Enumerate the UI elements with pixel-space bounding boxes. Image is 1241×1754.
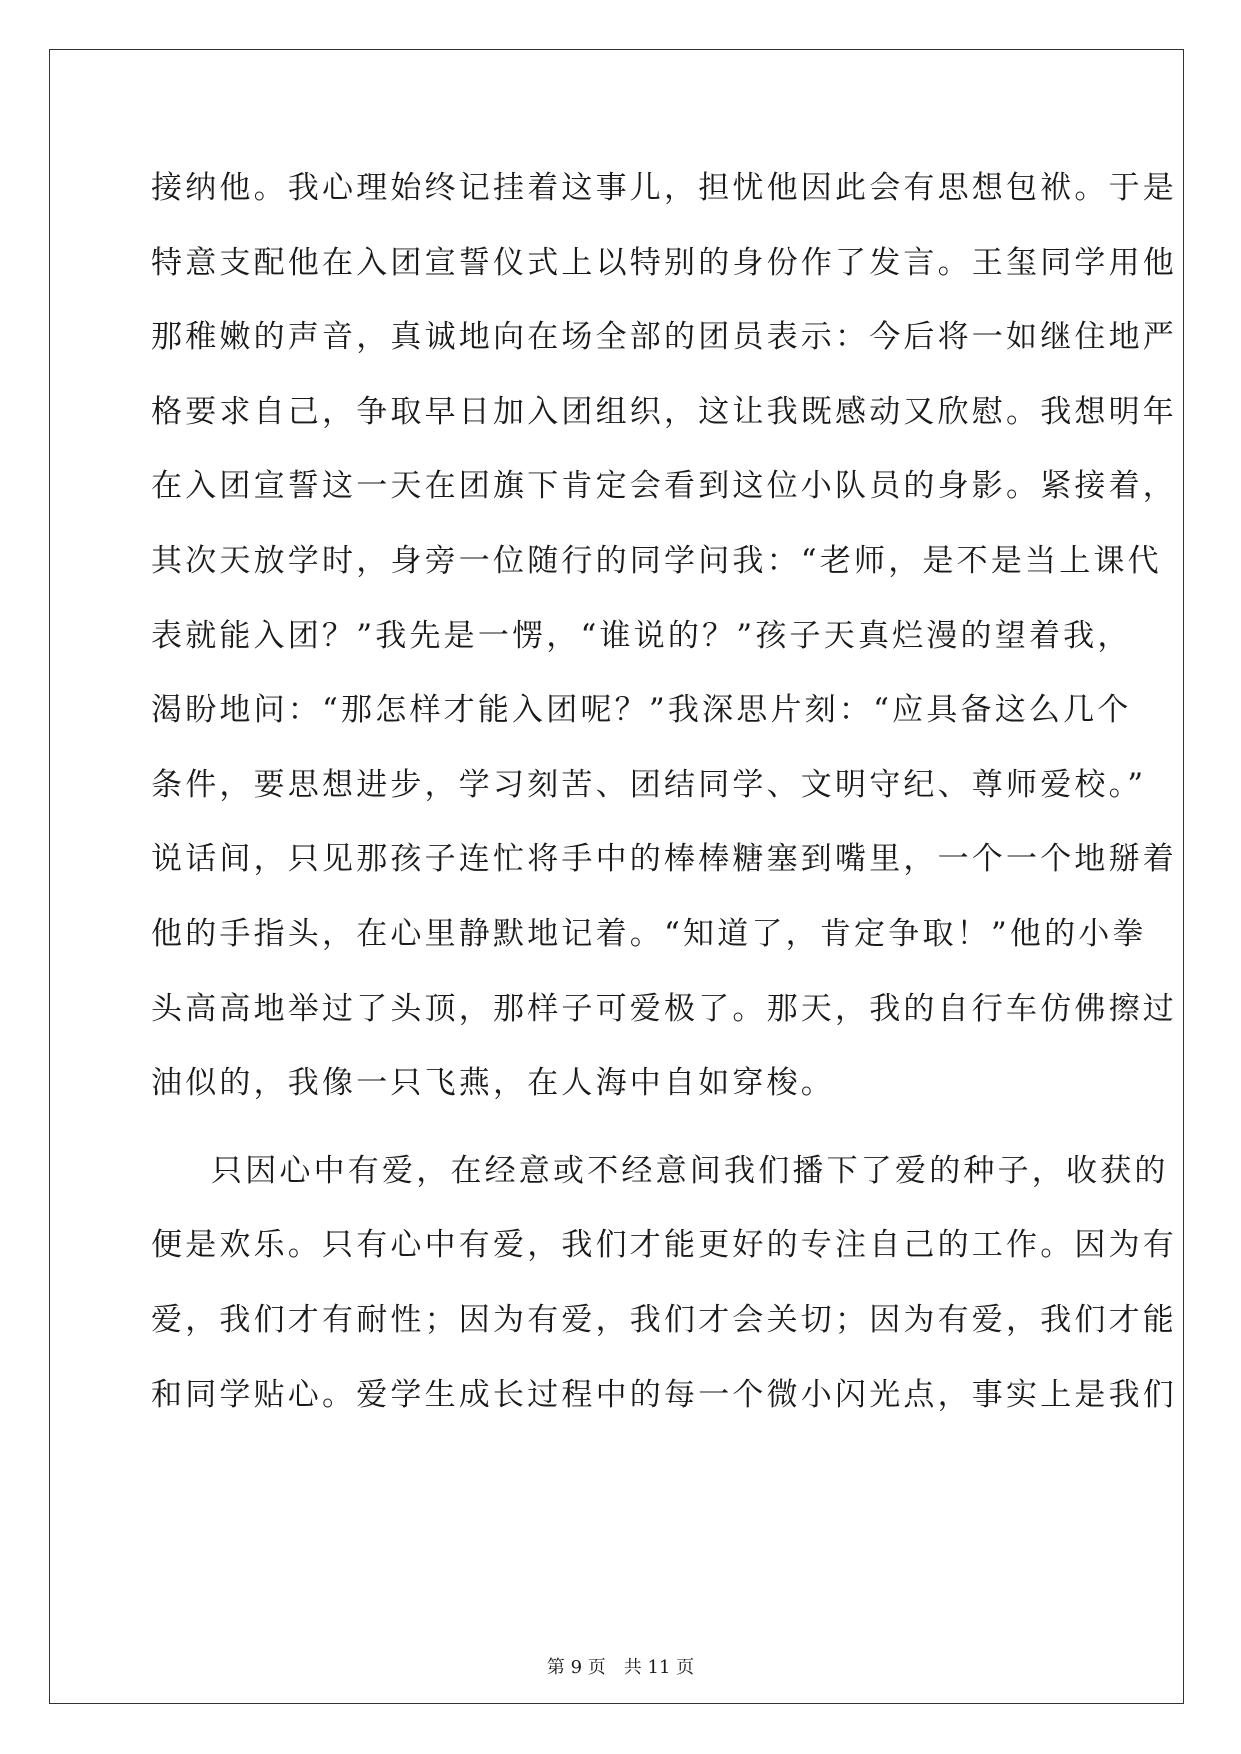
text-line: 表就能入团？”我先是一愣，“谁说的？”孩子天真烂漫的望着我， <box>151 617 1132 654</box>
text-line: 爱，我们才有耐性；因为有爱，我们才会关切；因为有爱，我们才能 <box>151 1301 1177 1338</box>
text-line: 头高高地举过了头顶，那样子可爱极了。那天，我的自行车仿佛擦过 <box>151 990 1177 1027</box>
text-line: 格要求自己，争取早日加入团组织，这让我既感动又欣慰。我想明年 <box>151 393 1177 430</box>
text-line: 说话间，只见那孩子连忙将手中的棒棒糖塞到嘴里，一个一个地掰着 <box>151 841 1177 878</box>
text-line: 渴盼地问：“那怎样才能入团呢？”我深思片刻：“应具备这么几个 <box>151 692 1132 729</box>
text-line: 和同学贴心。爱学生成长过程中的每一个微小闪光点，事实上是我们 <box>151 1376 1177 1413</box>
text-line: 在入团宣誓这一天在团旗下肯定会看到这位小队员的身影。紧接着， <box>151 468 1177 505</box>
text-line: 油似的，我像一只飞燕，在人海中自如穿梭。 <box>151 1065 835 1102</box>
text-line: 那稚嫩的声音，真诚地向在场全部的团员表示：今后将一如继住地严 <box>151 319 1177 356</box>
text-line: 他的手指头，在心里静默地记着。“知道了，肯定争取！”他的小拳 <box>151 915 1147 952</box>
text-line: 特意支配他在入团宣誓仪式上以特别的身份作了发言。王玺同学用他 <box>151 244 1177 281</box>
text-line: 条件，要思想进步，学习刻苦、团结同学、文明守纪、尊师爱校。” <box>151 766 1147 803</box>
document-body <box>151 158 1177 1439</box>
text-line: 其次天放学时，身旁一位随行的同学问我：“老师，是不是当上课代 <box>151 542 1162 579</box>
text-line: 便是欢乐。只有心中有爱，我们才能更好的专注自己的工作。因为有 <box>151 1227 1177 1264</box>
text-line: 接纳他。我心理始终记挂着这事儿，担忧他因此会有思想包袱。于是 <box>151 170 1177 206</box>
paragraph-first-line: 只因心中有爱，在经意或不经意间我们播下了爱的种子，收获的 <box>211 1152 1169 1189</box>
paragraph-gap <box>151 1128 1086 1141</box>
page-number-footer: 第 9 页 共 11 页 <box>546 1657 695 1678</box>
